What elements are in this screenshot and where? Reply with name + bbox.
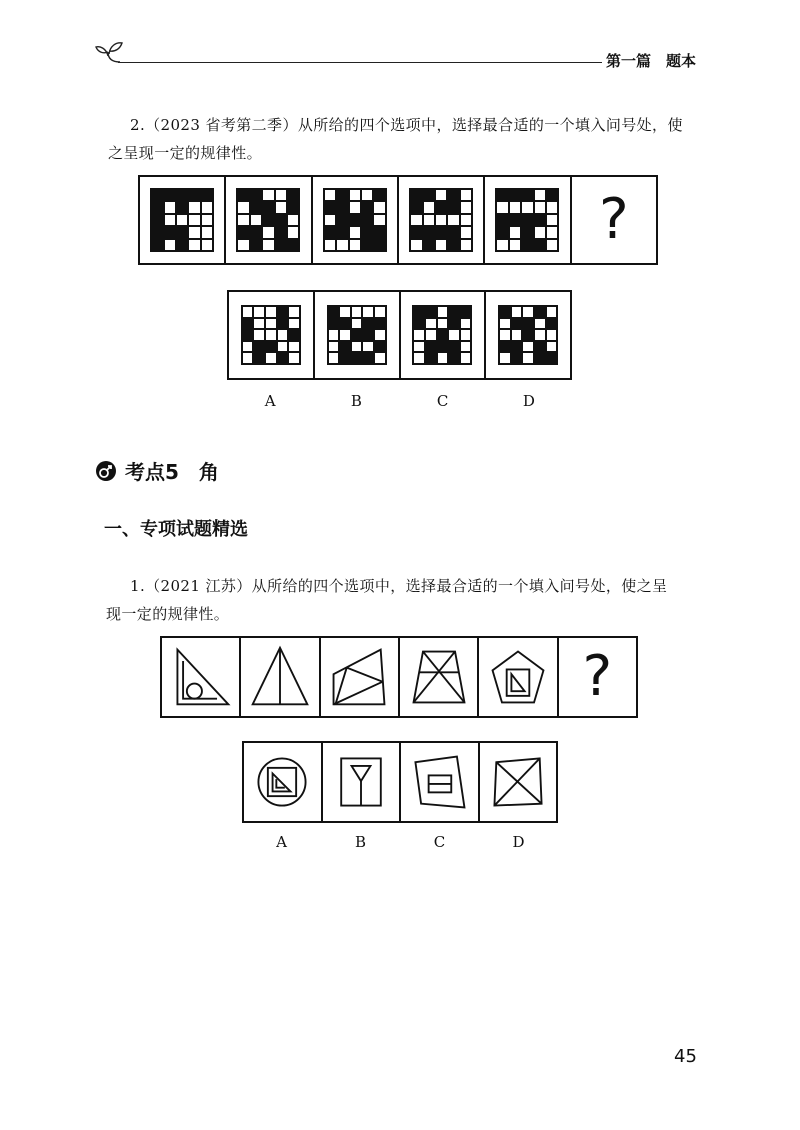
- topic-bullet-icon: [95, 460, 117, 482]
- white-square: [411, 215, 421, 225]
- white-square: [449, 330, 459, 340]
- black-square: [177, 190, 187, 200]
- black-square: [251, 240, 261, 250]
- black-square: [411, 202, 421, 212]
- white-square: [278, 330, 288, 340]
- q1-option-labels: [242, 833, 558, 851]
- black-square: [414, 307, 424, 317]
- white-square: [547, 227, 557, 237]
- black-square: [278, 353, 288, 363]
- quadrilateral-rectangle-figure: [406, 749, 472, 815]
- black-square: [426, 307, 436, 317]
- white-square: [547, 330, 557, 340]
- white-square: [254, 330, 264, 340]
- q2-puzzle-row: [138, 175, 658, 265]
- white-square: [325, 215, 335, 225]
- black-square: [535, 342, 545, 352]
- subsection-title: 一、专项试题精选: [104, 519, 248, 540]
- question-line: 现一定的规律性。: [106, 605, 230, 623]
- white-square: [350, 240, 360, 250]
- white-square: [374, 202, 384, 212]
- white-square: [523, 353, 533, 363]
- black-square: [177, 202, 187, 212]
- option-b[interactable]: [323, 743, 402, 821]
- black-square: [363, 319, 373, 329]
- black-square: [497, 227, 507, 237]
- black-square: [362, 215, 372, 225]
- white-square: [497, 202, 507, 212]
- white-square: [438, 307, 448, 317]
- black-square: [251, 190, 261, 200]
- black-square: [238, 227, 248, 237]
- white-square: [547, 342, 557, 352]
- question-mark: ?: [598, 187, 629, 252]
- white-square: [266, 330, 276, 340]
- black-square: [337, 202, 347, 212]
- black-square: [362, 240, 372, 250]
- white-square: [254, 307, 264, 317]
- topic-title: 考点5 角: [125, 460, 219, 484]
- black-square: [535, 353, 545, 363]
- option-c[interactable]: [401, 743, 480, 821]
- white-square: [238, 240, 248, 250]
- puzzle-cell: [140, 177, 226, 263]
- black-square: [374, 190, 384, 200]
- puzzle-cell: [226, 177, 312, 263]
- option-b[interactable]: [315, 292, 401, 378]
- white-square: [424, 215, 434, 225]
- puzzle-cell: [399, 177, 485, 263]
- white-square: [461, 319, 471, 329]
- option-a[interactable]: [229, 292, 315, 378]
- black-square: [411, 190, 421, 200]
- white-square: [352, 342, 362, 352]
- black-square: [276, 215, 286, 225]
- black-square: [448, 190, 458, 200]
- q1-options-row: [242, 741, 558, 823]
- white-square: [202, 240, 212, 250]
- puzzle-cell: [485, 177, 571, 263]
- question-line: 1.（2021 江苏）从所给的四个选项中，选择最合适的一个填入问号处，使之呈: [130, 577, 668, 595]
- question-mark-cell: [572, 177, 656, 263]
- white-square: [340, 307, 350, 317]
- white-square: [448, 215, 458, 225]
- white-square: [436, 215, 446, 225]
- black-square: [497, 215, 507, 225]
- pattern-grid: [498, 305, 558, 365]
- black-square: [411, 227, 421, 237]
- trapezoid-cross-figure: [406, 644, 472, 710]
- white-square: [165, 240, 175, 250]
- white-square: [436, 190, 446, 200]
- black-square: [500, 307, 510, 317]
- white-square: [512, 330, 522, 340]
- black-square: [337, 227, 347, 237]
- black-square: [288, 202, 298, 212]
- white-square: [278, 342, 288, 352]
- option-label: D: [522, 392, 535, 410]
- puzzle-cell: [321, 638, 400, 716]
- white-square: [426, 330, 436, 340]
- white-square: [500, 319, 510, 329]
- black-square: [438, 342, 448, 352]
- pentagon-square-figure: [485, 644, 551, 710]
- black-square: [254, 353, 264, 363]
- black-square: [522, 240, 532, 250]
- white-square: [535, 202, 545, 212]
- pattern-grid: [409, 188, 473, 252]
- puzzle-cell: [479, 638, 558, 716]
- white-square: [461, 342, 471, 352]
- black-square: [288, 190, 298, 200]
- black-square: [340, 342, 350, 352]
- white-square: [535, 227, 545, 237]
- white-square: [289, 353, 299, 363]
- pattern-grid: [327, 305, 387, 365]
- black-square: [461, 307, 471, 317]
- white-square: [510, 202, 520, 212]
- black-square: [337, 190, 347, 200]
- black-square: [436, 202, 446, 212]
- white-square: [461, 215, 471, 225]
- black-square: [352, 353, 362, 363]
- white-square: [414, 330, 424, 340]
- black-square: [362, 202, 372, 212]
- option-label: A: [276, 833, 287, 851]
- white-square: [289, 342, 299, 352]
- black-square: [448, 227, 458, 237]
- white-square: [523, 342, 533, 352]
- black-square: [152, 202, 162, 212]
- black-square: [278, 307, 288, 317]
- option-d[interactable]: [486, 292, 570, 378]
- black-square: [547, 319, 557, 329]
- black-square: [522, 190, 532, 200]
- white-square: [325, 190, 335, 200]
- black-square: [289, 330, 299, 340]
- option-label: B: [354, 833, 367, 851]
- black-square: [523, 330, 533, 340]
- white-square: [325, 240, 335, 250]
- white-square: [189, 240, 199, 250]
- white-square: [202, 227, 212, 237]
- white-square: [202, 202, 212, 212]
- black-square: [414, 319, 424, 329]
- q1-puzzle-row: [160, 636, 638, 718]
- black-square: [263, 215, 273, 225]
- black-square: [374, 227, 384, 237]
- white-square: [414, 342, 424, 352]
- black-square: [510, 190, 520, 200]
- black-square: [276, 227, 286, 237]
- white-square: [165, 202, 175, 212]
- question-1-text: [106, 572, 668, 628]
- black-square: [350, 215, 360, 225]
- black-square: [512, 319, 522, 329]
- white-square: [510, 227, 520, 237]
- black-square: [152, 227, 162, 237]
- puzzle-cell: [241, 638, 320, 716]
- white-square: [266, 319, 276, 329]
- black-square: [202, 190, 212, 200]
- white-square: [289, 319, 299, 329]
- white-square: [266, 353, 276, 363]
- black-square: [276, 240, 286, 250]
- black-square: [329, 307, 339, 317]
- white-square: [510, 240, 520, 250]
- black-square: [375, 342, 385, 352]
- black-square: [152, 240, 162, 250]
- white-square: [461, 227, 471, 237]
- white-square: [547, 215, 557, 225]
- white-square: [461, 353, 471, 363]
- black-square: [243, 319, 253, 329]
- black-square: [375, 319, 385, 329]
- black-square: [535, 215, 545, 225]
- black-square: [363, 353, 373, 363]
- white-square: [276, 190, 286, 200]
- white-square: [424, 202, 434, 212]
- black-square: [448, 240, 458, 250]
- black-square: [152, 190, 162, 200]
- puzzle-cell: [313, 177, 399, 263]
- black-square: [436, 227, 446, 237]
- white-square: [547, 202, 557, 212]
- black-square: [177, 240, 187, 250]
- black-square: [189, 190, 199, 200]
- black-square: [535, 307, 545, 317]
- black-square: [266, 342, 276, 352]
- page-number: 45: [674, 1046, 697, 1067]
- black-square: [374, 240, 384, 250]
- black-square: [449, 353, 459, 363]
- white-square: [263, 190, 273, 200]
- black-square: [278, 319, 288, 329]
- white-square: [352, 307, 362, 317]
- white-square: [329, 342, 339, 352]
- white-square: [238, 202, 248, 212]
- black-square: [426, 342, 436, 352]
- option-label: C: [433, 833, 446, 851]
- black-square: [340, 353, 350, 363]
- black-square: [497, 190, 507, 200]
- white-square: [374, 215, 384, 225]
- square-y-figure: [328, 749, 394, 815]
- white-square: [288, 227, 298, 237]
- black-square: [522, 215, 532, 225]
- white-square: [535, 319, 545, 329]
- black-square: [362, 227, 372, 237]
- white-square: [547, 307, 557, 317]
- section-title: 第一篇 题本: [606, 52, 697, 70]
- white-square: [289, 307, 299, 317]
- header-rule: [118, 62, 602, 63]
- option-d[interactable]: [480, 743, 557, 821]
- question-line: 2.（2023 省考第二季）从所给的四个选项中，选择最合适的一个填入问号处，使: [130, 116, 683, 134]
- option-label: D: [512, 833, 525, 851]
- white-square: [189, 215, 199, 225]
- q2-options-row: [227, 290, 572, 380]
- white-square: [461, 240, 471, 250]
- white-square: [436, 240, 446, 250]
- black-square: [243, 330, 253, 340]
- white-square: [461, 330, 471, 340]
- question-line: 之呈现一定的规律性。: [108, 144, 263, 162]
- white-square: [263, 240, 273, 250]
- question-mark: ?: [582, 644, 613, 709]
- black-square: [449, 342, 459, 352]
- black-square: [500, 342, 510, 352]
- pattern-grid: [323, 188, 387, 252]
- white-square: [547, 240, 557, 250]
- black-square: [424, 227, 434, 237]
- black-square: [254, 342, 264, 352]
- option-a[interactable]: [244, 743, 323, 821]
- black-square: [337, 215, 347, 225]
- white-square: [254, 319, 264, 329]
- question-mark-cell: [559, 638, 636, 716]
- white-square: [329, 353, 339, 363]
- white-square: [523, 307, 533, 317]
- black-square: [449, 307, 459, 317]
- black-square: [523, 319, 533, 329]
- white-square: [350, 227, 360, 237]
- pattern-grid: [236, 188, 300, 252]
- black-square: [363, 330, 373, 340]
- quadrilateral-cross-figure: [485, 749, 551, 815]
- black-square: [329, 319, 339, 329]
- white-square: [375, 353, 385, 363]
- white-square: [202, 215, 212, 225]
- black-square: [177, 227, 187, 237]
- white-square: [238, 215, 248, 225]
- white-square: [522, 202, 532, 212]
- white-square: [263, 227, 273, 237]
- black-square: [535, 240, 545, 250]
- white-square: [350, 202, 360, 212]
- white-square: [266, 307, 276, 317]
- right-triangle-circle-figure: [168, 644, 234, 710]
- white-square: [512, 307, 522, 317]
- white-square: [500, 330, 510, 340]
- q2-option-labels: [227, 392, 572, 410]
- white-square: [375, 307, 385, 317]
- black-square: [510, 215, 520, 225]
- white-square: [288, 215, 298, 225]
- topic-heading: [95, 456, 219, 485]
- black-square: [448, 202, 458, 212]
- white-square: [426, 319, 436, 329]
- option-label: C: [436, 392, 449, 410]
- white-square: [276, 202, 286, 212]
- white-square: [438, 353, 448, 363]
- black-square: [238, 190, 248, 200]
- black-square: [547, 353, 557, 363]
- sprout-icon: [94, 34, 124, 64]
- white-square: [363, 307, 373, 317]
- white-square: [375, 330, 385, 340]
- black-square: [325, 227, 335, 237]
- black-square: [522, 227, 532, 237]
- black-square: [263, 202, 273, 212]
- white-square: [189, 202, 199, 212]
- white-square: [350, 190, 360, 200]
- puzzle-cell: [400, 638, 479, 716]
- white-square: [438, 319, 448, 329]
- white-square: [461, 202, 471, 212]
- white-square: [363, 342, 373, 352]
- white-square: [177, 215, 187, 225]
- white-square: [243, 342, 253, 352]
- white-square: [251, 215, 261, 225]
- white-square: [362, 190, 372, 200]
- black-square: [340, 319, 350, 329]
- white-square: [352, 319, 362, 329]
- option-label: B: [350, 392, 362, 410]
- black-square: [152, 215, 162, 225]
- option-c[interactable]: [401, 292, 487, 378]
- black-square: [449, 319, 459, 329]
- pattern-grid: [412, 305, 472, 365]
- white-square: [329, 330, 339, 340]
- black-square: [288, 240, 298, 250]
- white-square: [340, 330, 350, 340]
- black-square: [251, 227, 261, 237]
- white-square: [411, 240, 421, 250]
- white-square: [243, 307, 253, 317]
- option-label: A: [264, 392, 276, 410]
- white-square: [461, 190, 471, 200]
- white-square: [337, 240, 347, 250]
- black-square: [438, 330, 448, 340]
- isosceles-triangle-figure: [247, 644, 313, 710]
- pattern-grid: [495, 188, 559, 252]
- black-square: [352, 330, 362, 340]
- white-square: [500, 353, 510, 363]
- black-square: [325, 202, 335, 212]
- white-square: [497, 240, 507, 250]
- pattern-grid: [241, 305, 301, 365]
- black-square: [426, 353, 436, 363]
- black-square: [251, 202, 261, 212]
- white-square: [414, 353, 424, 363]
- pattern-grid: [150, 188, 214, 252]
- white-square: [165, 215, 175, 225]
- black-square: [165, 190, 175, 200]
- quadrilateral-lines-figure: [326, 644, 392, 710]
- white-square: [535, 330, 545, 340]
- white-square: [189, 227, 199, 237]
- black-square: [424, 240, 434, 250]
- puzzle-cell: [162, 638, 241, 716]
- circle-square-triangle-figure: [249, 749, 315, 815]
- white-square: [535, 190, 545, 200]
- black-square: [424, 190, 434, 200]
- white-square: [243, 353, 253, 363]
- black-square: [547, 190, 557, 200]
- black-square: [165, 227, 175, 237]
- question-2-text: [108, 111, 683, 167]
- black-square: [512, 353, 522, 363]
- black-square: [512, 342, 522, 352]
